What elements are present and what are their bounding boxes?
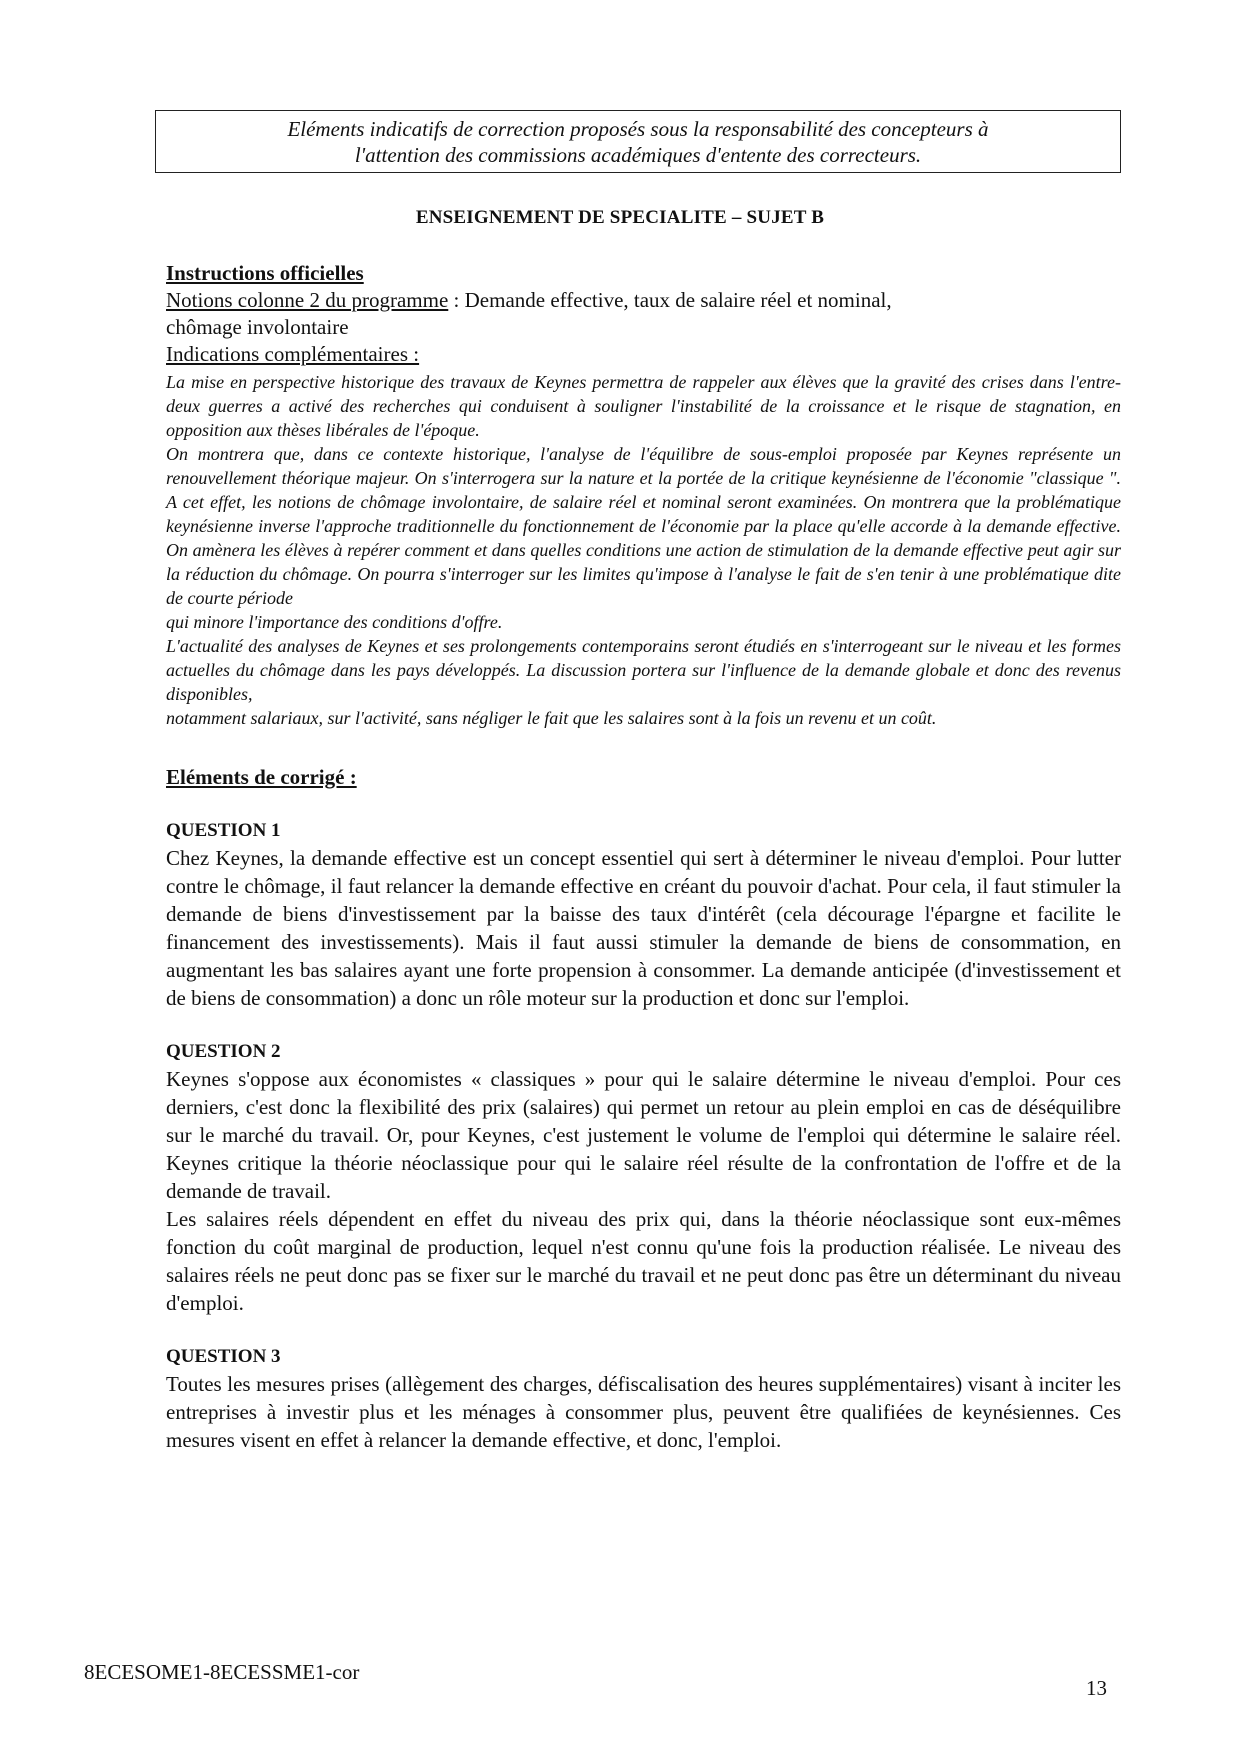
- question-body: [166, 844, 1121, 1012]
- notice-line-1: Eléments indicatifs de correction proposés sous la responsabilité des concepteurs à: [287, 117, 989, 141]
- question-body: [166, 1370, 1121, 1454]
- answer-paragraph: Les salaires réels dépendent en effet du niveau des prix qui, dans la théorie néoclassique sont eux-mêmes fonction du coût marginal de production, lequel n'est connu qu'une fois la production réalisée. Le niveau des salaires réels ne peut donc pas se fixer sur le marché du travail et ne peut donc pas être un déterminant du niveau d'emploi.: [166, 1207, 1121, 1315]
- indications-paragraph: L'actualité des analyses de Keynes et ses prolongements contemporains seront étudiés en s'interrogeant sur le niveau et les formes actuelles du chômage dans les pays développés. La discussion portera sur l'influence de la demande globale et donc des revenus disponibles,: [166, 636, 1121, 704]
- indications-paragraph: On montrera que, dans ce contexte historique, l'analyse de l'équilibre de sous-emploi proposée par Keynes représente un renouvellement théorique majeur. On s'interrogera sur la nature et la portée de la critique keynésienne de l'économie "classique ". A cet effet, les notions de chômage involontaire, de salaire réel et nominal seront examinées. On montrera que la problématique keynésienne inverse l'approche traditionnelle du fonctionnement de l'économie par la place qu'elle accorde à la demande effective. On amènera les élèves à repérer comment et dans quelles conditions une action de stimulation de la demande effective peut agir sur la réduction du chômage. On pourra s'interroger sur les limites qu'impose à l'analyse le fait de s'en tenir à une problématique dite de courte période: [166, 444, 1121, 608]
- question-label: QUESTION 3: [166, 1346, 281, 1367]
- correction-notice-box: [155, 110, 1121, 173]
- answer-paragraph: Keynes s'oppose aux économistes « classiques » pour qui le salaire détermine le niveau d'emploi. Pour ces derniers, c'est donc la flexibilité des prix (salaires) qui permet un retour au plein emploi en cas de déséquilibre sur le marché du travail. Or, pour Keynes, c'est justement le volume de l'emploi qui détermine le salaire réel. Keynes critique la théorie néoclassique pour qui le salaire réel résulte de la confrontation de l'offre et de la demande de travail.: [166, 1067, 1121, 1203]
- notions-text: Demande effective, taux de salaire réel et nominal,: [464, 288, 892, 312]
- main-content: [166, 260, 1121, 1454]
- answer-paragraph: Chez Keynes, la demande effective est un concept essentiel qui sert à déterminer le niveau d'emploi. Pour lutter contre le chômage, il faut relancer la demande effective en créant du pouvoir d'achat. Pour cela, il faut stimuler la demande de biens d'investissement par la baisse des taux d'intérêt (cela décourage l'épargne et facilite le financement des investissements). Mais il faut aussi stimuler la demande de biens de consommation, en augmentant les bas salaires ayant une forte propension à consommer. La demande anticipée (d'investissement et de biens de consommation) a donc un rôle moteur sur la production et donc sur l'emploi.: [166, 846, 1121, 1010]
- notions-separator: :: [448, 288, 465, 312]
- question-label: QUESTION 2: [166, 1041, 281, 1062]
- document-title: ENSEIGNEMENT DE SPECIALITE – SUJET B: [415, 207, 825, 228]
- page-number: 13: [1086, 1676, 1107, 1700]
- notice-line-2: l'attention des commissions académiques d'entente des correcteurs.: [354, 143, 922, 167]
- notions-line-2: chômage involontaire: [166, 315, 349, 339]
- instructions-heading: Instructions officielles: [166, 261, 364, 285]
- notions-label: Notions colonne 2 du programme: [166, 288, 449, 312]
- question-3: [166, 1343, 1121, 1454]
- indications-block: [166, 370, 1121, 730]
- indications-paragraph: qui minore l'importance des conditions d'offre.: [166, 612, 503, 632]
- question-1: [166, 817, 1121, 1012]
- question-label: QUESTION 1: [166, 820, 281, 841]
- question-body: [166, 1065, 1121, 1317]
- notions-line: [166, 287, 1121, 314]
- indications-paragraph: notamment salariaux, sur l'activité, sans négliger le fait que les salaires sont à la fois un revenu et un coût.: [166, 708, 937, 728]
- corrige-heading: Eléments de corrigé :: [166, 765, 357, 789]
- answer-paragraph: Toutes les mesures prises (allègement des charges, défiscalisation des heures supplémentaires) visant à inciter les entreprises à investir plus et les ménages à consommer plus, peuvent être qualifiées de keynésiennes. Ces mesures visent en effet à relancer la demande effective, et donc, l'emploi.: [166, 1372, 1121, 1452]
- question-2: [166, 1038, 1121, 1317]
- indications-label: Indications complémentaires :: [166, 342, 420, 366]
- footer-document-code: 8ECESOME1-8ECESSME1-cor: [84, 1660, 360, 1684]
- indications-paragraph: La mise en perspective historique des travaux de Keynes permettra de rappeler aux élèves que la gravité des crises dans l'entre-deux guerres a activé des recherches qui conduisent à souligner l'instabilité de la croissance et le risque de stagnation, en opposition aux thèses libérales de l'époque.: [166, 372, 1121, 440]
